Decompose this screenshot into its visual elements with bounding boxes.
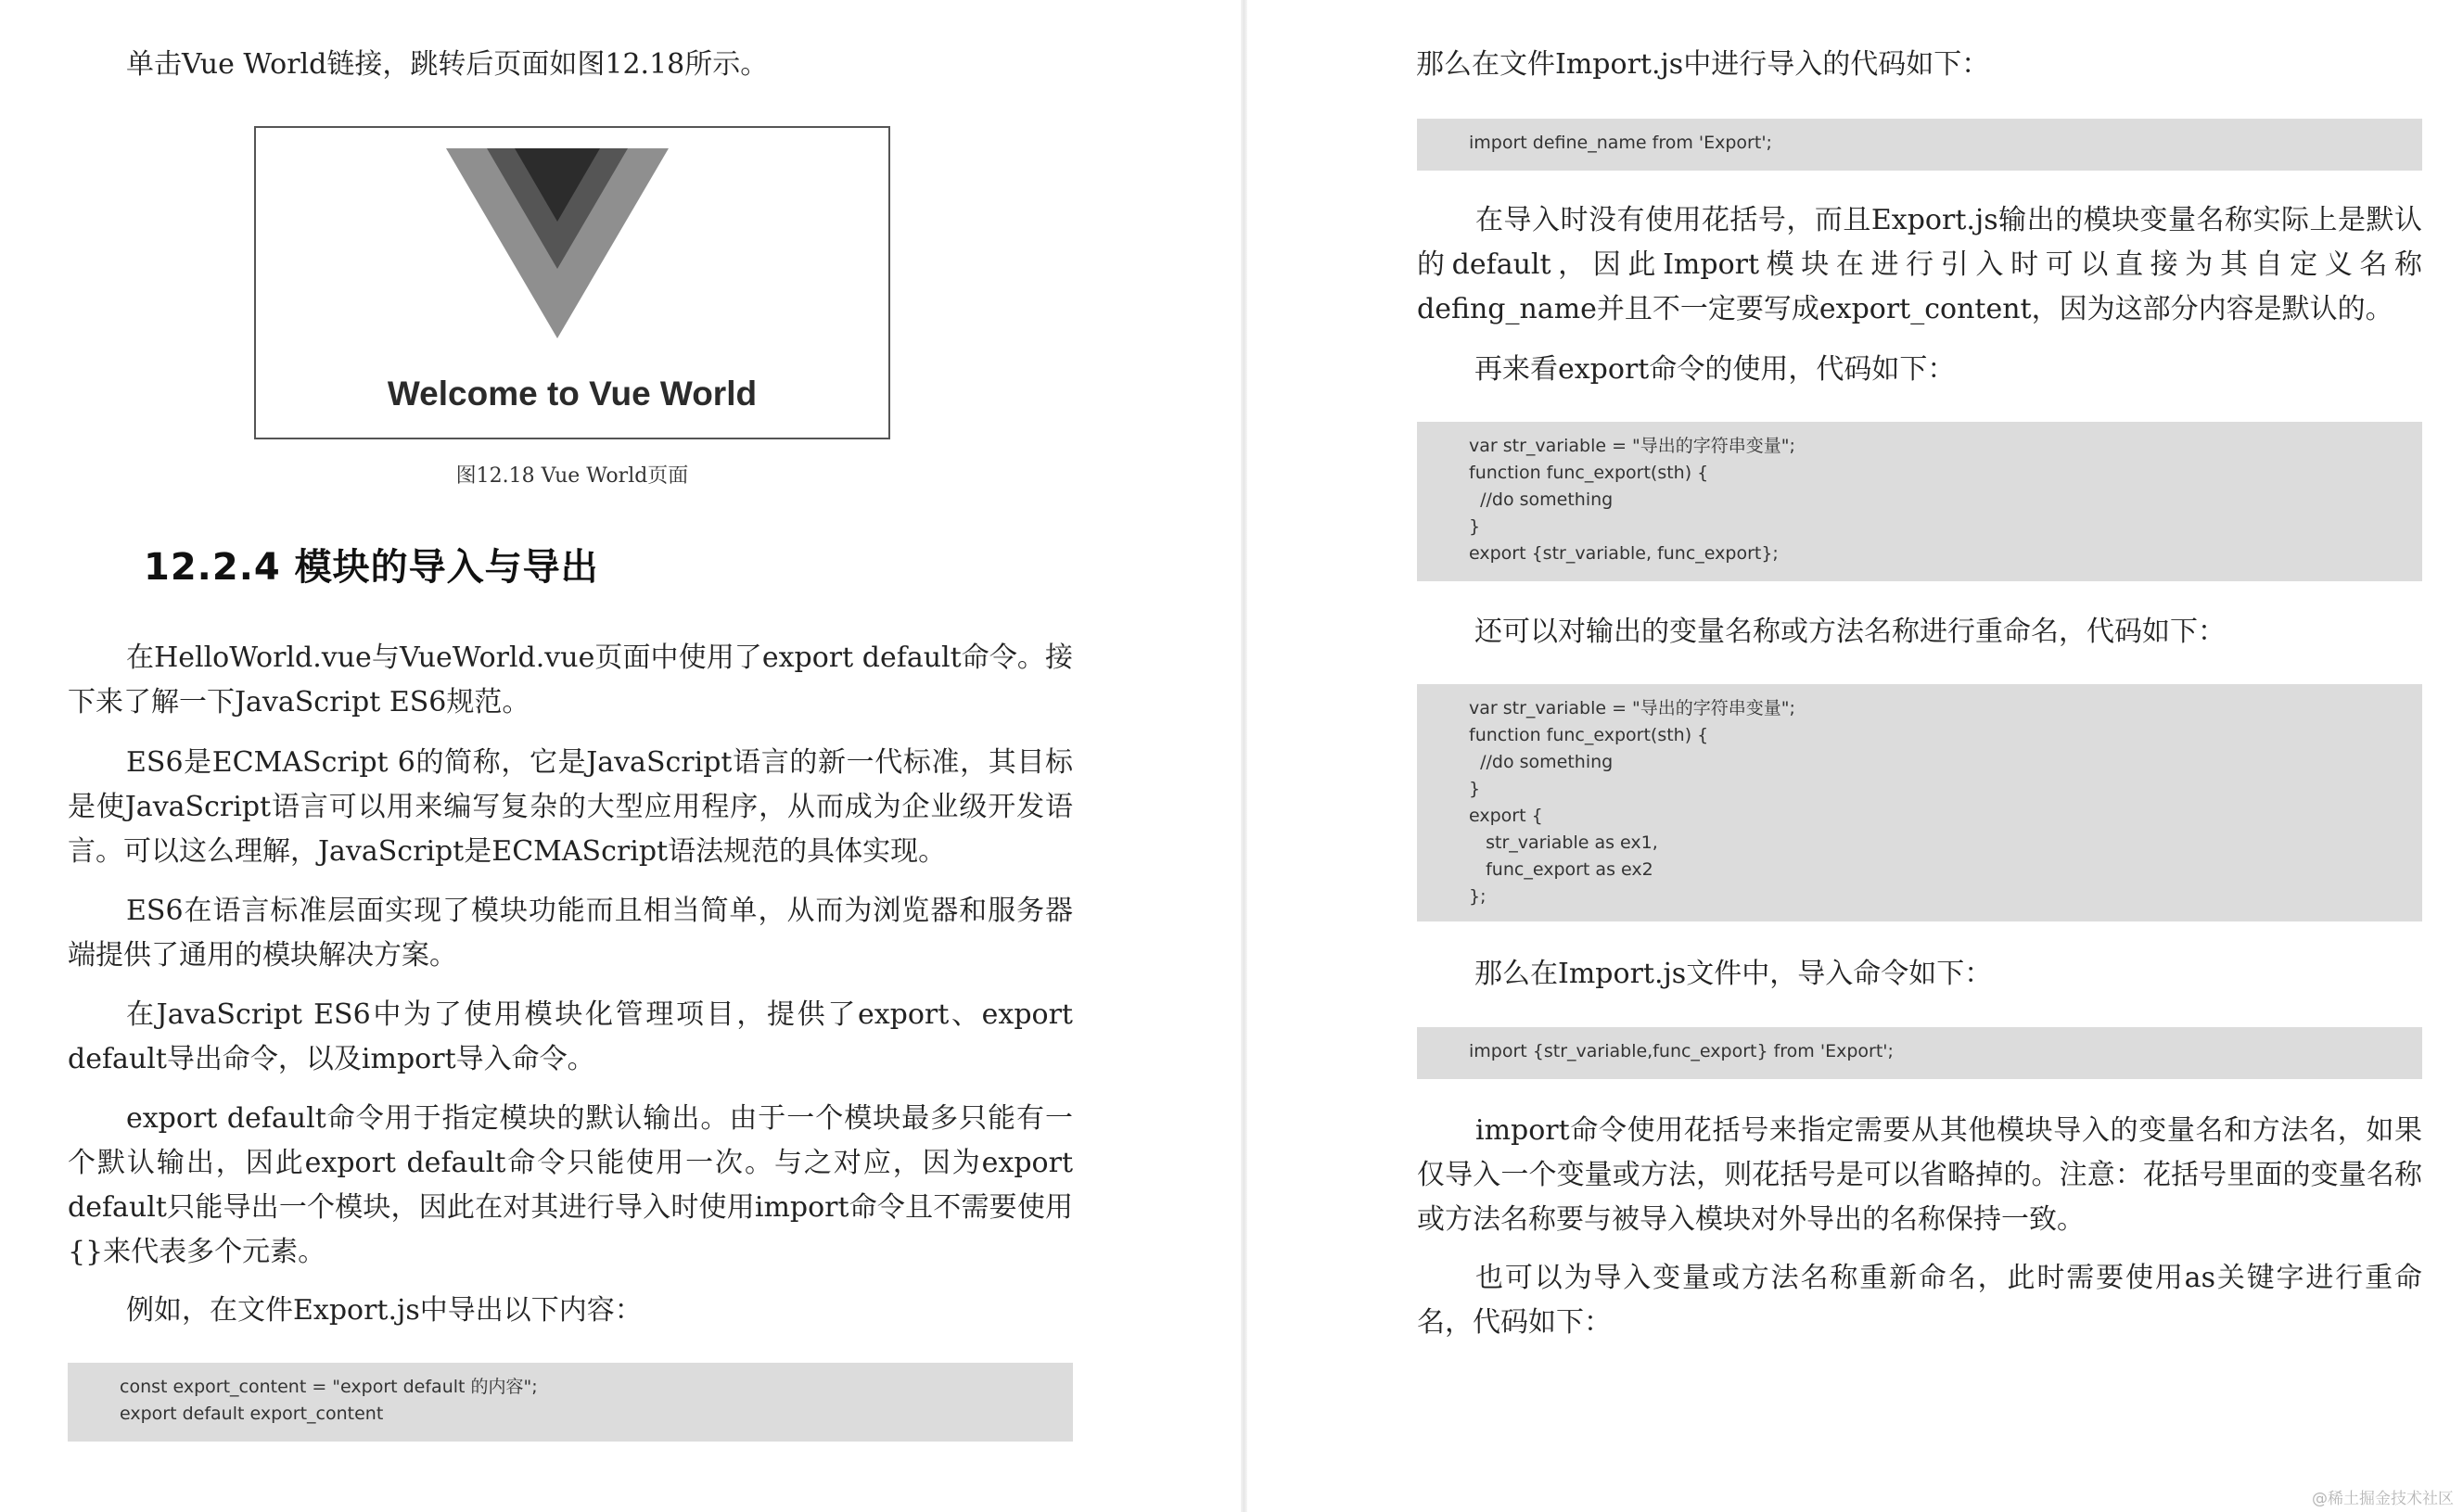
paragraph-export-default-usage: export default命令用于指定模块的默认输出。由于一个模块最多只能有一个默认输出，因此export default命令只能使用一次。与之对应，因为export default只能导出一个模块，因此在对其进行导入时使用import命令且不需要使用{}来代表多个元素。 <box>68 1102 1073 1268</box>
paragraph-export-example-intro: 例如，在文件Export.js中导出以下内容： <box>126 1294 643 1327</box>
import-intro-paragraph: 那么在文件Import.js中进行导入的代码如下： <box>1416 48 1990 81</box>
vue-world-figure <box>254 126 890 439</box>
code-block-import-named <box>1417 1027 2422 1079</box>
code-line: const export_content = "export default 的内容"; <box>120 1377 538 1397</box>
code-line: var str_variable = "导出的字符串变量"; <box>1469 436 1795 456</box>
code-block-export-default <box>68 1363 1073 1442</box>
code-line: export default export_content <box>120 1404 384 1424</box>
paragraph-export-default-intro: 在HelloWorld.vue与VueWorld.vue页面中使用了export default命令。接下来了解一下JavaScript ES6规范。 <box>68 642 1073 718</box>
right-page <box>1247 0 2463 1512</box>
rename-intro-paragraph: 还可以对输出的变量名称或方法名称进行重命名，代码如下： <box>1474 616 2226 648</box>
paragraph-braces-explain: import命令使用花括号来指定需要从其他模块导入的变量名和方法名，如果仅导入一个变量或方法，则花括号是可以省略掉的。注意：花括号里面的变量名称或方法名称要与被导入模块对外导出的名称保持一致。 <box>1417 1114 2422 1236</box>
code-line: } <box>1469 779 1481 799</box>
export-intro-paragraph: 再来看export命令的使用，代码如下： <box>1474 353 1956 386</box>
code-line: } <box>1469 516 1481 537</box>
paragraph-default-explain: 在导入时没有使用花括号，而且Export.js输出的模块变量名称实际上是默认的default，因此Import模块在进行引入时可以直接为其自定义名称defing_name并且不一定要写成export_content，因为这部分内容是默认的。 <box>1417 204 2422 325</box>
code-line: }; <box>1469 886 1487 907</box>
paragraph-es6-definition: ES6是ECMAScript 6的简称，它是JavaScript语言的新一代标准，其目标是使JavaScript语言可以用来编写复杂的大型应用程序，从而成为企业级开发语言。可以这么理解，JavaScript是ECMAScript语法规范的具体实现。 <box>68 746 1073 868</box>
page-gutter <box>1241 0 1247 1512</box>
paragraph-as-rename: 也可以为导入变量或方法名称重新命名，此时需要使用as关键字进行重命名，代码如下： <box>1417 1262 2422 1339</box>
code-line: func_export as ex2 <box>1469 859 1653 880</box>
vue-logo-icon <box>446 148 669 338</box>
import-named-intro-paragraph: 那么在Import.js文件中，导入命令如下： <box>1474 958 1993 990</box>
code-line: //do something <box>1469 752 1614 772</box>
code-line: str_variable as ex1, <box>1469 832 1658 853</box>
figure-caption: 图12.18 Vue World页面 <box>455 464 689 488</box>
code-line: //do something <box>1469 489 1614 510</box>
code-line: var str_variable = "导出的字符串变量"; <box>1469 698 1795 718</box>
code-line: function func_export(sth) { <box>1469 463 1709 483</box>
code-line: import define_name from 'Export'; <box>1469 133 1772 153</box>
code-line: import {str_variable,func_export} from 'Export'; <box>1469 1041 1894 1061</box>
code-line: export {str_variable, func_export}; <box>1469 543 1779 564</box>
paragraph-export-import-commands: 在JavaScript ES6中为了使用模块化管理项目，提供了export、export default导出命令，以及import导入命令。 <box>68 998 1073 1075</box>
code-block-import-default <box>1417 119 2422 171</box>
paragraph-es6-modules: ES6在语言标准层面实现了模块功能而且相当简单，从而为浏览器和服务器端提供了通用的模块解决方案。 <box>68 895 1073 972</box>
intro-paragraph: 单击Vue World链接，跳转后页面如图12.18所示。 <box>126 48 769 81</box>
code-line: function func_export(sth) { <box>1469 725 1709 745</box>
figure-title: Welcome to Vue World <box>387 375 758 413</box>
section-heading: 12.2.4 模块的导入与导出 <box>144 546 599 589</box>
watermark: @稀土掘金技术社区 <box>2312 1490 2454 1508</box>
code-line: export { <box>1469 806 1543 826</box>
code-block-export-named <box>1417 422 2422 581</box>
code-block-export-rename <box>1417 684 2422 921</box>
